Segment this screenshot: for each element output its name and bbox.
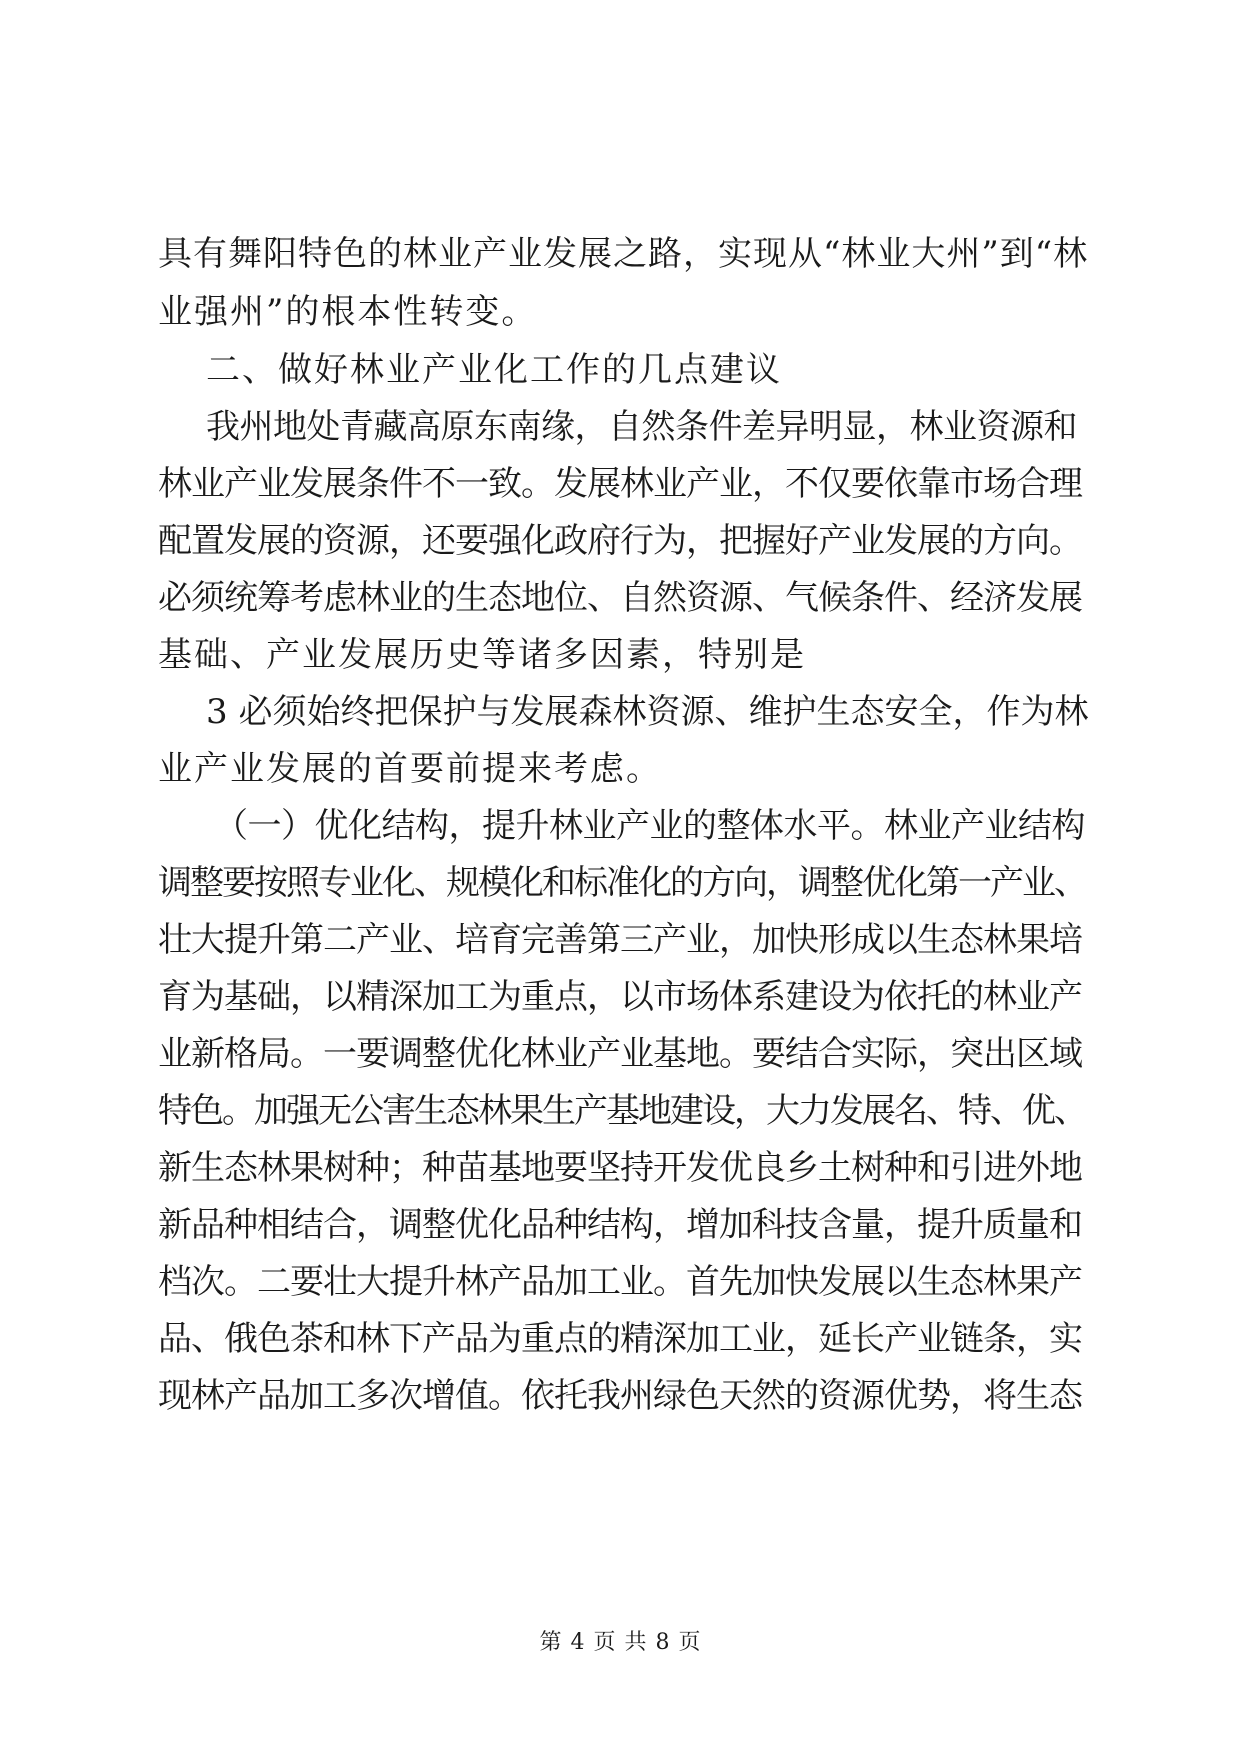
text-line: 必须统筹考虑林业的生态地位、自然资源、气候条件、经济发展 — [158, 578, 1082, 618]
page-footer — [0, 1628, 1241, 1658]
text-line: 我州地处青藏高原东南缘，自然条件差异明显，林业资源和 — [206, 407, 1077, 447]
text-line: 配置发展的资源，还要强化政府行为，把握好产业发展的方向。 — [158, 521, 1082, 561]
text-line: 壮大提升第二产业、培育完善第三产业，加快形成以生态林果培 — [158, 920, 1082, 960]
text-line: 业新格局。一要调整优化林业产业基地。要结合实际，突出区域 — [158, 1034, 1082, 1074]
text-line: 3 必须始终把保护与发展森林资源、维护生态安全，作为林 — [206, 692, 1089, 732]
text-line: 业强州”的根本性转变。 — [158, 292, 538, 332]
text-line: 业产业发展的首要前提来考虑。 — [158, 749, 662, 789]
text-line: 调整要按照专业化、规模化和标准化的方向，调整优化第一产业、 — [158, 863, 1086, 903]
text-line: 育为基础，以精深加工为重点，以市场体系建设为依托的林业产 — [158, 977, 1082, 1017]
text-line: 档次。二要壮大提升林产品加工业。首先加快发展以生态林果产 — [158, 1262, 1082, 1302]
text-line: 品、俄色茶和林下产品为重点的精深加工业，延长产业链条，实 — [158, 1319, 1082, 1359]
page-indicator: 第 4 页 共 8 页 — [539, 1630, 702, 1655]
text-line: 新生态林果树种；种苗基地要坚持开发优良乡土树种和引进外地 — [158, 1148, 1082, 1188]
text-line: 新品种相结合，调整优化品种结构，增加科技含量，提升质量和 — [158, 1205, 1082, 1245]
section-heading: 二、做好林业产业化工作的几点建议 — [206, 350, 782, 390]
text-line: 基础、产业发展历史等诸多因素，特别是 — [158, 635, 806, 675]
text-line: 林业产业发展条件不一致。发展林业产业，不仅要依靠市场合理 — [158, 464, 1082, 504]
text-line: 现林产品加工多次增值。依托我州绿色天然的资源优势，将生态 — [158, 1376, 1082, 1416]
text-line: 具有舞阳特色的林业产业发展之路，实现从“林业大州”到“林 — [158, 234, 1089, 274]
subsection-line: （一）优化结构，提升林业产业的整体水平。林业产业结构 — [214, 806, 1085, 846]
text-line: 特色。加强无公害生态林果生产基地建设，大力发展名、特、优、 — [158, 1091, 1086, 1131]
